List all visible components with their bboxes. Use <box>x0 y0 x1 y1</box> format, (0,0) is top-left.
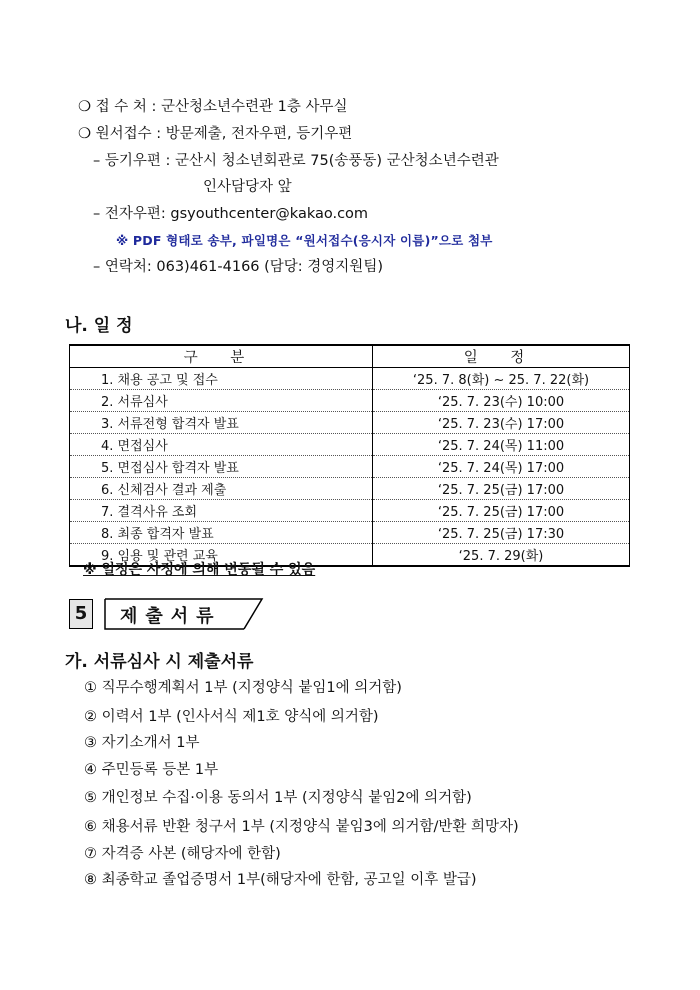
schedule-item: 9. 임용 및 관련 교육 <box>70 544 373 567</box>
submission-office: ❍ 접 수 처 : 군산청소년수련관 1층 사무실 <box>78 99 348 115</box>
schedule-date: ‘25. 7. 25(금) 17:00 <box>373 500 630 522</box>
schedule-note: ※ 일정은 사정에 의해 변동될 수 있음 <box>83 562 316 578</box>
list-item: ② 이력서 1부 (인사서식 제1호 양식에 의거함) <box>84 709 379 725</box>
table-row <box>70 390 630 412</box>
schedule-date: ‘25. 7. 23(수) 10:00 <box>373 390 630 412</box>
email-note: ※ PDF 형태로 송부, 파일명은 “원서접수(응시자 이름)”으로 첨부 <box>116 233 493 248</box>
table-row <box>70 478 630 500</box>
email-line: – 전자우편: gsyouthcenter@kakao.com <box>93 206 369 222</box>
documents-sub-heading: 가. 서류심사 시 제출서류 <box>65 652 254 672</box>
schedule-item: 4. 면접심사 <box>70 434 373 456</box>
list-item: ⑧ 최종학교 졸업증명서 1부(해당자에 한함, 공고일 이후 발급) <box>84 872 477 888</box>
schedule-heading: 나. 일 정 <box>65 316 133 336</box>
table-row <box>70 456 630 478</box>
section-number-box <box>69 599 93 629</box>
schedule-header-row <box>70 345 630 368</box>
schedule-date: ‘25. 7. 8(화) ~ 25. 7. 22(화) <box>373 368 630 390</box>
list-item: ③ 자기소개서 1부 <box>84 735 200 751</box>
registered-mail-line: – 등기우편 : 군산시 청소년회관로 75(송풍동) 군산청소년수련관 <box>93 153 499 169</box>
list-item: ① 직무수행계획서 1부 (지정양식 붙임1에 의거함) <box>84 680 402 696</box>
section-title: 제출서류 <box>120 606 222 627</box>
list-item: ⑤ 개인정보 수집·이용 동의서 1부 (지정양식 붙임2에 의거함) <box>84 790 472 806</box>
list-item: ④ 주민등록 등본 1부 <box>84 762 219 778</box>
schedule-table <box>69 344 630 567</box>
schedule-item: 3. 서류전형 합격자 발표 <box>70 412 373 434</box>
schedule-date: ‘25. 7. 24(목) 11:00 <box>373 434 630 456</box>
schedule-item: 7. 결격사유 조회 <box>70 500 373 522</box>
section-title-box <box>104 598 264 630</box>
list-item: ⑦ 자격증 사본 (해당자에 한함) <box>84 846 281 862</box>
schedule-item: 2. 서류심사 <box>70 390 373 412</box>
list-item: ⑥ 채용서류 반환 청구서 1부 (지정양식 붙임3에 의거함/반환 희망자) <box>84 819 519 835</box>
table-row <box>70 500 630 522</box>
schedule-date: ‘25. 7. 23(수) 17:00 <box>373 412 630 434</box>
schedule-item: 1. 채용 공고 및 접수 <box>70 368 373 390</box>
schedule-item: 8. 최종 합격자 발표 <box>70 522 373 544</box>
col-header-date: 일 정 <box>373 345 630 368</box>
section-number: 5 <box>74 603 88 624</box>
schedule-item: 6. 신체검사 결과 제출 <box>70 478 373 500</box>
submission-method: ❍ 원서접수 : 방문제출, 전자우편, 등기우편 <box>78 126 353 142</box>
contact-line: – 연락처: 063)461-4166 (담당: 경영지원팀) <box>93 259 383 275</box>
schedule-item: 5. 면접심사 합격자 발표 <box>70 456 373 478</box>
table-row <box>70 434 630 456</box>
schedule-date: ‘25. 7. 24(목) 17:00 <box>373 456 630 478</box>
col-header-item: 구 분 <box>70 345 373 368</box>
schedule-date: ‘25. 7. 25(금) 17:30 <box>373 522 630 544</box>
table-row <box>70 368 630 390</box>
table-row <box>70 412 630 434</box>
schedule-date: ‘25. 7. 29(화) <box>373 544 630 567</box>
table-row <box>70 522 630 544</box>
schedule-date: ‘25. 7. 25(금) 17:00 <box>373 478 630 500</box>
registered-mail-recipient: 인사담당자 앞 <box>203 179 292 195</box>
